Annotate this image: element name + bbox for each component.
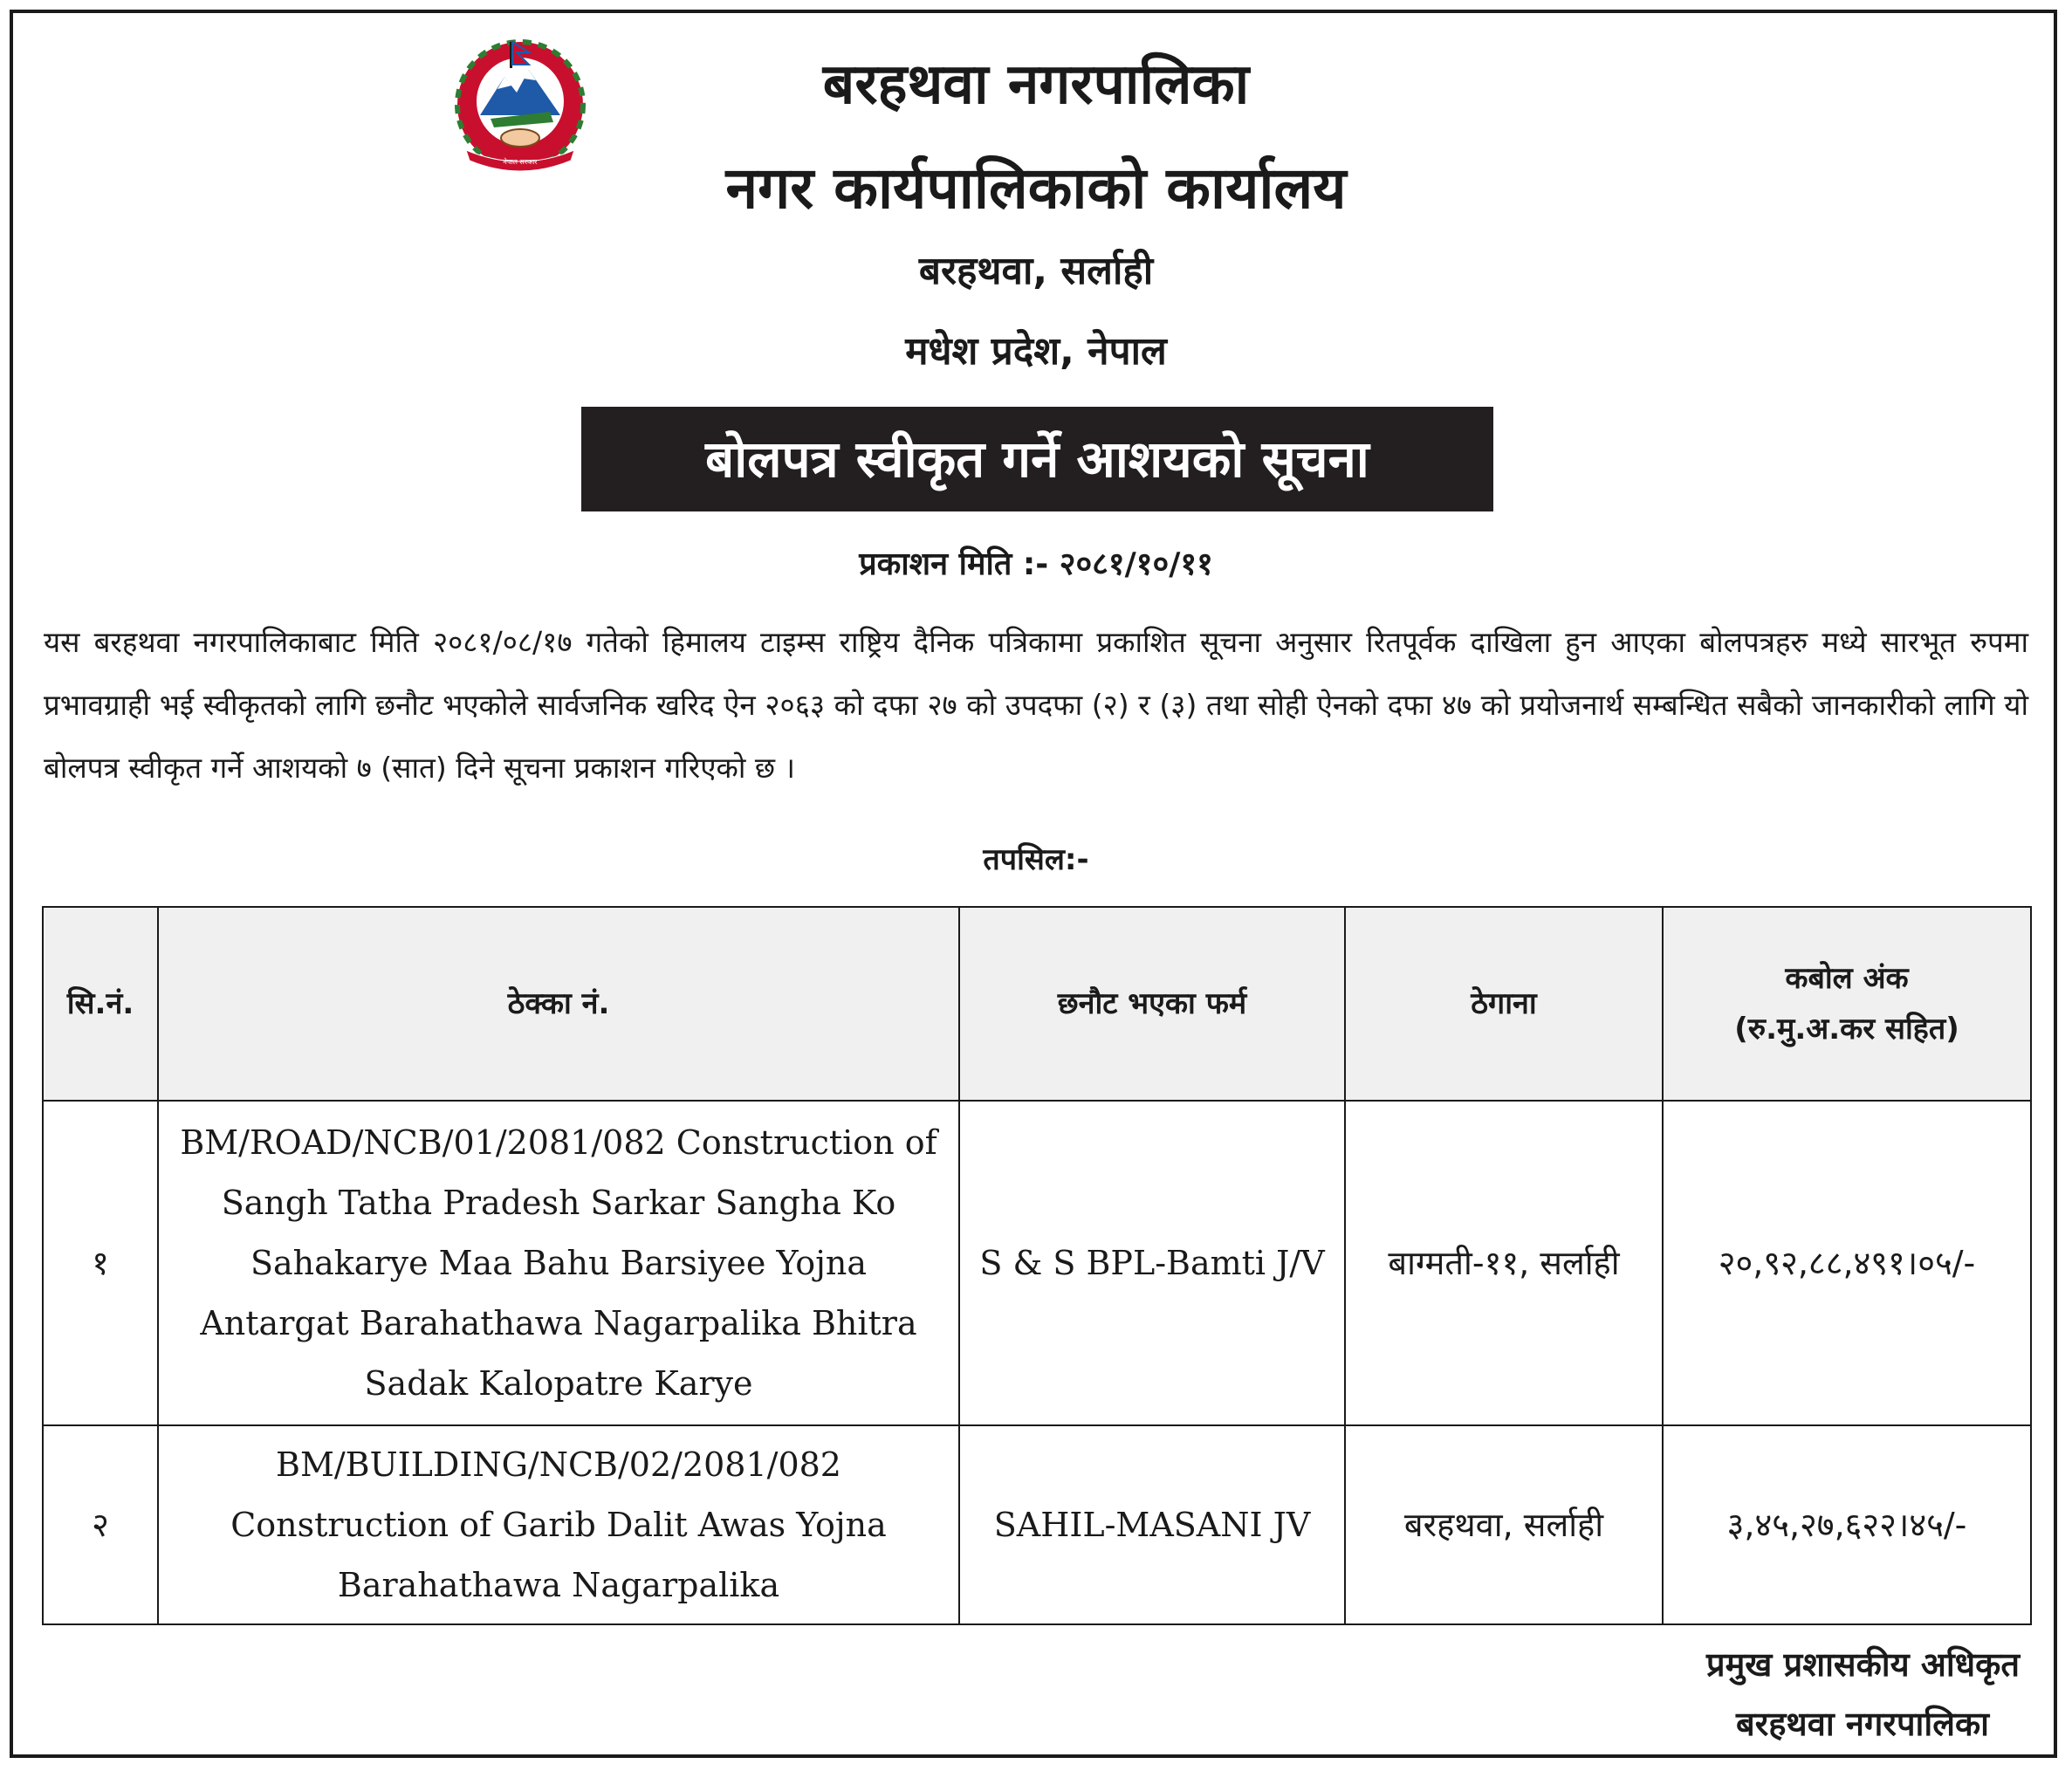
table-header-row: [43, 907, 2031, 1101]
header-bid-amount-line2: (रु.मु.अ.कर सहित): [1734, 1012, 1959, 1047]
row-amount: २०,९२,८८,४९१।०५/-: [1663, 1101, 2031, 1425]
notice-title-banner: बोलपत्र स्वीकृत गर्ने आशयको सूचना: [581, 407, 1493, 511]
header-contract-no: ठेक्का नं.: [158, 907, 959, 1101]
header-bid-amount: [1663, 907, 2031, 1101]
office-location: बरहथवा, सर्लाही: [918, 249, 1154, 293]
header-sn: सि.नं.: [43, 907, 158, 1101]
row-firm: SAHIL-MASANI JV: [959, 1425, 1345, 1624]
emblem-caption: नेपाल सरकार: [503, 158, 538, 166]
header-bid-amount-line1: कबोल अंक: [1785, 961, 1909, 996]
publication-date: प्रकाशन मिति :- २०८१/१०/११: [859, 546, 1213, 582]
row-amount: ३,४५,२७,६२२।४५/-: [1663, 1425, 2031, 1624]
table-row: [43, 1101, 2031, 1425]
notice-body: यस बरहथवा नगरपालिकाबाट मिति २०८१/०८/१७ गतेको हिमालय टाइम्स राष्ट्रिय दैनिक पत्रिकामा प्रकाशित सूचना अनुसार रितपूर्वक दाखिला हुन आएका बोलपत्रहरु मध्ये सारभूत रुपमा प्रभावग्राही भई स्वीकृतको लागि छनौट भएकोले सार्वजनिक खरिद ऐन २०६३ को दफा २७ को उपदफा (२) र (३) तथा सोही ऐनको दफा ४७ को प्रयोजनार्थ सम्बन्धित सबैको जानकारीको लागि यो बोलपत्र स्वीकृत गर्ने आशयको ७ (सात) दिने सूचना प्रकाशन गरिएको छ ।: [44, 625, 2028, 785]
header-address: ठेगाना: [1345, 907, 1663, 1101]
emblem-handshake: [501, 129, 539, 147]
municipality-name: बरहथवा नगरपालिका: [822, 52, 1250, 117]
bid-table: [42, 906, 2032, 1625]
province-country: मधेश प्रदेश, नेपाल: [905, 329, 1167, 374]
row-sn: १: [43, 1101, 158, 1425]
row-contract: BM/BUILDING/NCB/02/2081/082 Construction of Garib Dalit Awas Yojna Barahathawa Nagarpalika: [158, 1425, 959, 1624]
header-selected-firm: छनौट भएका फर्म: [959, 907, 1345, 1101]
signatory-title: प्रमुख प्रशासकीय अधिकृत: [1705, 1645, 2020, 1684]
row-contract: BM/ROAD/NCB/01/2081/082 Construction of Sangh Tatha Pradesh Sarkar Sangha Ko Sahakarye Maa Bahu Barsiyee Yojna Antargat Barahathawa Nagarpalika Bhitra Sadak Kalopatre Karye: [158, 1101, 959, 1425]
table-row: [43, 1425, 2031, 1624]
row-address: बरहथवा, सर्लाही: [1345, 1425, 1663, 1624]
row-firm: S & S BPL-Bamti J/V: [959, 1101, 1345, 1425]
row-address: बाग्मती-११, सर्लाही: [1345, 1101, 1663, 1425]
signatory-office: बरहथवा नगरपालिका: [1736, 1705, 1989, 1743]
row-sn: २: [43, 1425, 158, 1624]
office-name: नगर कार्यपालिकाको कार्यालय: [725, 154, 1347, 222]
details-label: तपसिल:-: [983, 842, 1089, 877]
